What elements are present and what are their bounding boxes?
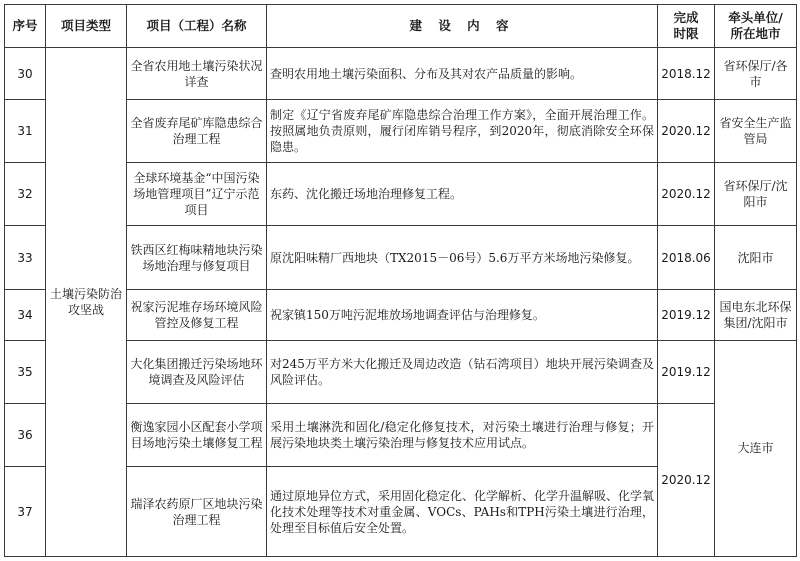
row-number: 34 <box>5 289 46 340</box>
deadline: 2018.12 <box>658 48 715 100</box>
deadline: 2020.12 <box>658 100 715 163</box>
project-content: 祝家镇150万吨污泥堆放场地调查评估与治理修复。 <box>267 289 658 340</box>
deadline: 2018.06 <box>658 226 715 289</box>
project-name: 全球环境基金“中国污染场地管理项目”辽宁示范项目 <box>127 163 267 226</box>
header-row <box>5 5 797 48</box>
row-number: 32 <box>5 163 46 226</box>
project-content: 制定《辽宁省废弃尾矿库隐患综合治理工作方案》，全面开展治理工作。按照属地负责原则，履行闭库销号程序，到2020年，彻底消除安全环保隐患。 <box>267 100 658 163</box>
project-content: 东药、沈化搬迁场地治理修复工程。 <box>267 163 658 226</box>
lead-unit: 省环保厅/沈阳市 <box>715 163 797 226</box>
header-content: 建 设 内 容 <box>267 5 658 48</box>
project-content: 原沈阳味精厂西地块（TX2015－06号）5.6万平方米场地污染修复。 <box>267 226 658 289</box>
project-type-cell: 土壤污染防治攻坚战 <box>46 48 127 557</box>
project-name: 全省农用地土壤污染状况详查 <box>127 48 267 100</box>
project-name: 铁西区红梅味精地块污染场地治理与修复项目 <box>127 226 267 289</box>
project-name: 瑞泽农药原厂区地块污染治理工程 <box>127 467 267 557</box>
deadline: 2020.12 <box>658 163 715 226</box>
lead-unit: 省环保厅/各市 <box>715 48 797 100</box>
deadline: 2019.12 <box>658 289 715 340</box>
deadline: 2020.12 <box>658 403 715 556</box>
project-name: 衡逸家园小区配套小学项目场地污染土壤修复工程 <box>127 403 267 466</box>
lead-unit: 省安全生产监管局 <box>715 100 797 163</box>
lead-unit: 大连市 <box>715 340 797 556</box>
row-number: 33 <box>5 226 46 289</box>
table-row <box>5 48 797 100</box>
header-lead: 牵头单位/ 所在地市 <box>715 5 797 48</box>
row-number: 37 <box>5 467 46 557</box>
header-seq: 序号 <box>5 5 46 48</box>
project-name: 全省废弃尾矿库隐患综合治理工程 <box>127 100 267 163</box>
header-name: 项目（工程）名称 <box>127 5 267 48</box>
header-type: 项目类型 <box>46 5 127 48</box>
deadline: 2019.12 <box>658 340 715 403</box>
project-name: 大化集团搬迁污染场地环境调查及风险评估 <box>127 340 267 403</box>
project-table <box>4 4 797 557</box>
lead-unit: 沈阳市 <box>715 226 797 289</box>
project-content: 对245万平方米大化搬迁及周边改造（钻石湾项目）地块开展污染调查及风险评估。 <box>267 340 658 403</box>
row-number: 30 <box>5 48 46 100</box>
row-number: 31 <box>5 100 46 163</box>
lead-unit: 国电东北环保集团/沈阳市 <box>715 289 797 340</box>
row-number: 35 <box>5 340 46 403</box>
project-content: 查明农用地土壤污染面积、分布及其对农产品质量的影响。 <box>267 48 658 100</box>
project-name: 祝家污泥堆存场环境风险管控及修复工程 <box>127 289 267 340</box>
row-number: 36 <box>5 403 46 466</box>
header-deadline: 完成 时限 <box>658 5 715 48</box>
project-content: 采用土壤淋洗和固化/稳定化修复技术，对污染土壤进行治理与修复；开展污染地块类土壤污染治理与修复技术应用试点。 <box>267 403 658 466</box>
project-content: 通过原地异位方式，采用固化稳定化、化学解析、化学升温解吸、化学氧化技术处理等技术对重金属、VOCs、PAHs和TPH污染土壤进行治理，处理至目标值后安全处置。 <box>267 467 658 557</box>
